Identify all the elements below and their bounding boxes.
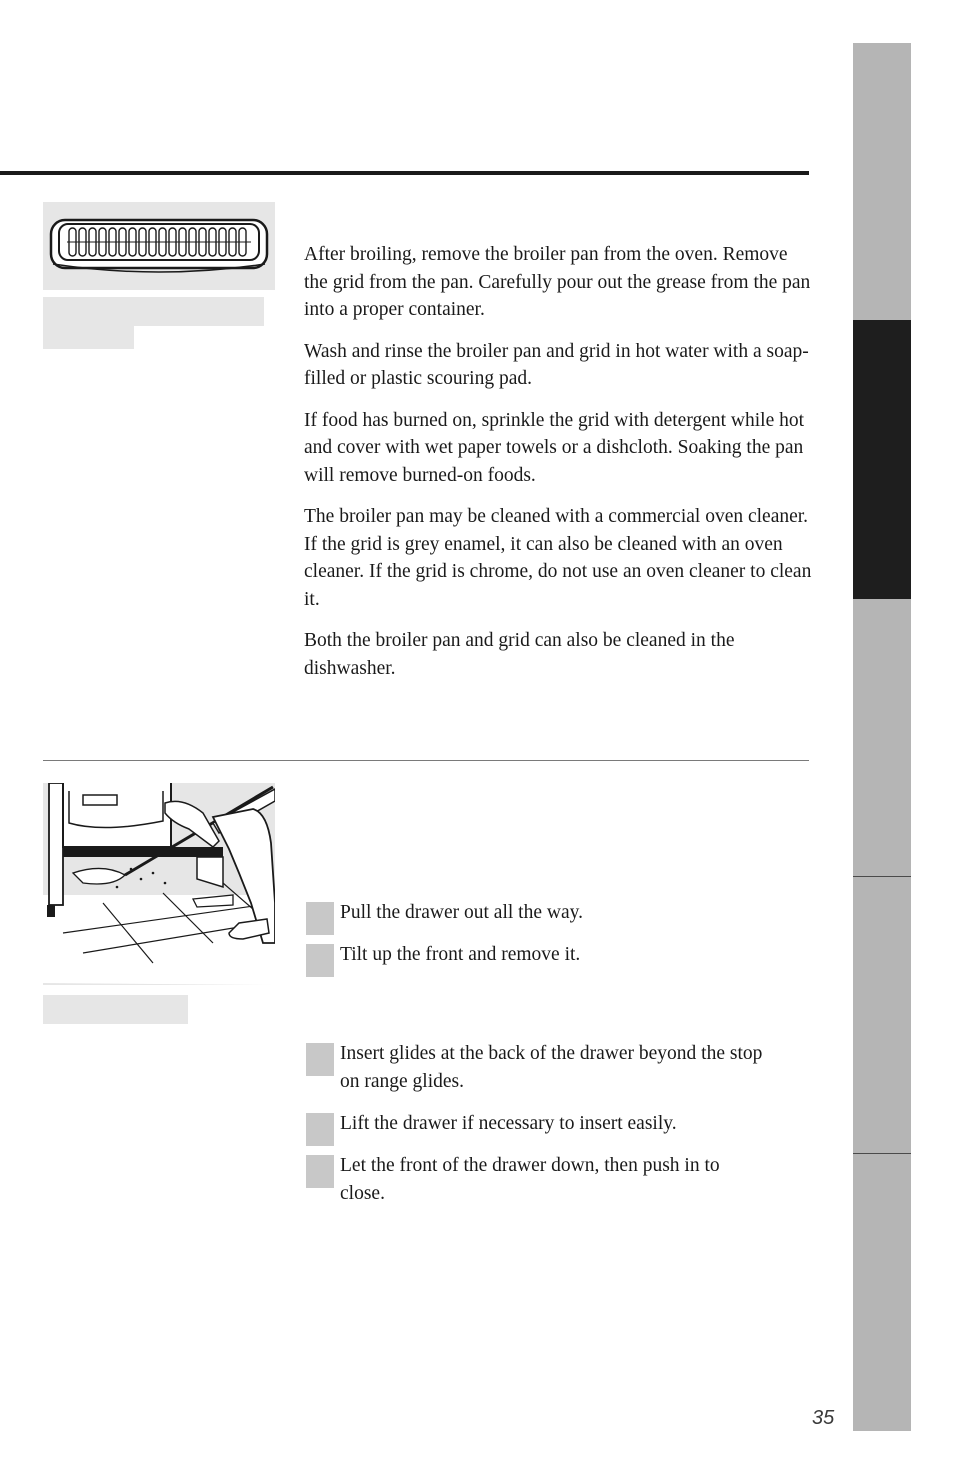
step-text: Lift the drawer if necessary to insert easily.: [340, 1113, 677, 1134]
side-tab-5: [853, 1153, 911, 1431]
drawer-removal-illustration: [43, 783, 275, 985]
step-number-marker: [306, 1155, 334, 1188]
remove-step-1: [306, 902, 776, 936]
broiler-paragraph: Both the broiler pan and grid can also be cleaned in the dishwasher.: [304, 630, 735, 679]
remove-step-2: [306, 944, 776, 978]
step-text: Tilt up the front and remove it.: [340, 944, 581, 965]
side-tab-divider: [853, 1153, 911, 1154]
side-tab-4: [853, 876, 911, 1153]
step-text: Let the front of the drawer down, then push in to close.: [340, 1155, 720, 1204]
page-number: 35: [812, 1407, 835, 1429]
step-number-marker: [306, 1043, 334, 1076]
broiler-paragraph: Wash and rinse the broiler pan and grid in hot water with a soap-filled or plastic scouring pad.: [304, 340, 809, 389]
broiler-instructions: [304, 241, 814, 696]
replace-step-1: [306, 1043, 776, 1103]
side-tab-active: [853, 320, 911, 599]
broiler-pan-illustration: [43, 202, 275, 290]
drawer-removal-figure: [43, 783, 275, 985]
side-tab-divider: [853, 876, 911, 877]
replace-step-2: [306, 1113, 776, 1147]
side-tab-strip: [853, 43, 911, 1431]
section-divider-rule: [43, 760, 809, 761]
step-number-marker: [306, 902, 334, 935]
drawer-caption-bar: [43, 995, 188, 1024]
replace-step-3: [306, 1155, 776, 1215]
step-number-marker: [306, 944, 334, 977]
section-top-rule: [0, 171, 809, 175]
broiler-caption-bar: [43, 297, 264, 326]
broiler-paragraph: If food has burned on, sprinkle the grid with detergent while hot and cover with wet paper towels or a dishcloth. Soaking the pan will remove burned-on foods.: [304, 409, 805, 486]
broiler-paragraph: After broiling, remove the broiler pan from the oven. Remove the grid from the pan. Carefully pour out the grease from the pan into a proper container.: [304, 244, 811, 320]
broiler-paragraph: The broiler pan may be cleaned with a commercial oven cleaner. If the grid is grey enamel, it can also be cleaned with an oven cleaner. If the grid is chrome, do not use an oven cleaner to clean it.: [304, 506, 812, 610]
broiler-pan-figure: [43, 202, 275, 290]
broiler-caption-bar-line2: [43, 326, 134, 349]
step-number-marker: [306, 1113, 334, 1146]
step-text: Pull the drawer out all the way.: [340, 902, 583, 923]
side-tab-3: [853, 599, 911, 876]
side-tab-1: [853, 43, 911, 320]
step-text: Insert glides at the back of the drawer beyond the stop on range glides.: [340, 1043, 763, 1092]
